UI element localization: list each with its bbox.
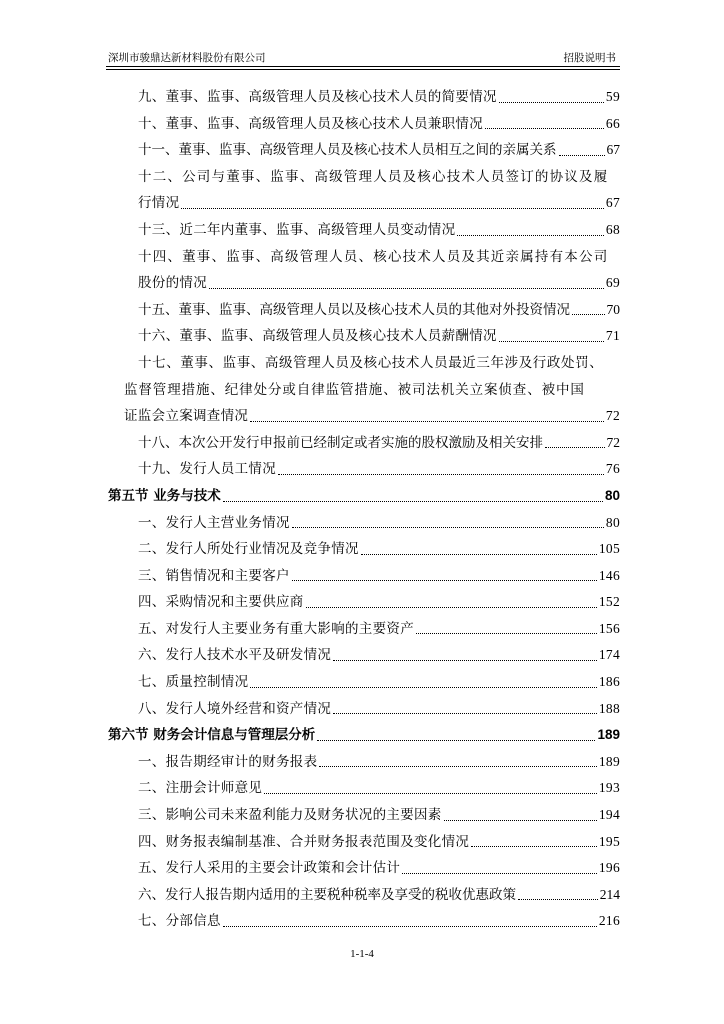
toc-entry-title: 七、质量控制情况 bbox=[138, 674, 249, 691]
toc-leader-dots bbox=[250, 421, 604, 422]
toc-page-number: 80 bbox=[605, 514, 620, 530]
toc-entry-title: 十五、董事、监事、高级管理人员以及核心技术人员的其他对外投资情况 bbox=[138, 301, 570, 318]
toc-leader-dots bbox=[402, 873, 597, 874]
toc-entry[interactable] bbox=[106, 855, 620, 882]
toc-entry-title-line: 十四、董事、监事、高级管理人员、核心技术人员及其近亲属持有本公司 bbox=[138, 248, 609, 265]
toc-page-number: 70 bbox=[606, 301, 620, 317]
toc-entry[interactable] bbox=[106, 882, 620, 909]
toc-entry[interactable] bbox=[106, 642, 620, 669]
toc-page-number: 71 bbox=[605, 328, 620, 344]
toc-entry-title: 十、董事、监事、高级管理人员及核心技术人员兼职情况 bbox=[138, 115, 483, 132]
toc-chapter-title: 第五节 业务与技术 bbox=[108, 487, 221, 504]
toc-entry[interactable] bbox=[106, 749, 620, 776]
toc-page-number: 196 bbox=[598, 860, 620, 876]
toc-entry-title: 三、销售情况和主要客户 bbox=[138, 567, 290, 584]
toc-entry[interactable] bbox=[106, 190, 620, 217]
toc-entry[interactable] bbox=[106, 297, 620, 324]
toc-leader-dots bbox=[250, 687, 596, 688]
toc-leader-dots bbox=[444, 820, 597, 821]
toc-leader-dots bbox=[264, 793, 597, 794]
toc-leader-dots bbox=[485, 128, 604, 129]
toc-entry[interactable] bbox=[106, 323, 620, 350]
toc-leader-dots bbox=[457, 235, 603, 236]
toc-leader-dots bbox=[223, 926, 597, 927]
toc-entry[interactable] bbox=[106, 137, 620, 164]
toc-page-number: 174 bbox=[598, 647, 620, 663]
toc-entry[interactable] bbox=[106, 616, 620, 643]
toc-leader-dots bbox=[559, 155, 605, 156]
toc-leader-dots bbox=[416, 633, 597, 634]
toc-page-number: 214 bbox=[599, 886, 620, 902]
toc-page-number: 105 bbox=[598, 541, 620, 557]
toc-entry[interactable] bbox=[106, 84, 620, 111]
header-company-name: 深圳市骏鼎达新材料股份有限公司 bbox=[108, 52, 266, 64]
toc-entry-title: 五、发行人采用的主要会计政策和会计估计 bbox=[138, 860, 401, 877]
toc-chapter-entry[interactable] bbox=[106, 483, 620, 510]
toc-page-number: 72 bbox=[605, 408, 620, 424]
toc-entry[interactable] bbox=[106, 456, 620, 483]
toc-entry[interactable] bbox=[106, 829, 620, 856]
toc-entry[interactable] bbox=[106, 111, 620, 138]
toc-page-number: 76 bbox=[605, 461, 620, 477]
page-footer-number: 1-1-4 bbox=[350, 948, 374, 960]
toc-entry-title: 证监会立案调查情况 bbox=[124, 408, 249, 425]
toc-page-number: 69 bbox=[605, 275, 620, 291]
toc-leader-dots bbox=[181, 208, 603, 209]
toc-entry[interactable] bbox=[106, 908, 620, 935]
toc-leader-dots bbox=[471, 846, 597, 847]
toc-chapter-entry[interactable] bbox=[106, 722, 620, 749]
toc-leader-dots bbox=[499, 102, 604, 103]
toc-entry-title: 十一、董事、监事、高级管理人员及核心技术人员相互之间的亲属关系 bbox=[138, 142, 557, 159]
toc-page-number: 156 bbox=[598, 620, 620, 636]
toc-page-number: 68 bbox=[605, 221, 620, 237]
toc-page-number: 186 bbox=[598, 674, 620, 690]
toc-page-number: 66 bbox=[605, 115, 620, 131]
header-document-type: 招股说明书 bbox=[563, 52, 616, 64]
toc-page-number: 188 bbox=[598, 700, 620, 716]
toc-page-number: 194 bbox=[598, 807, 620, 823]
toc-page-number: 189 bbox=[598, 753, 620, 769]
toc-entry-title-line: 十七、董事、监事、高级管理人员及核心技术人员最近三年涉及行政处罚、 bbox=[138, 354, 604, 371]
toc-entry-title: 二、发行人所处行业情况及竞争情况 bbox=[138, 541, 359, 558]
toc-entry-title: 九、董事、监事、高级管理人员及核心技术人员的简要情况 bbox=[138, 89, 497, 105]
toc-entry-title: 二、注册会计师意见 bbox=[138, 780, 263, 797]
toc-leader-dots bbox=[292, 580, 597, 581]
toc-leader-dots bbox=[361, 554, 597, 555]
toc-entry-title: 五、对发行人主要业务有重大影响的主要资产 bbox=[138, 620, 414, 637]
toc-leader-dots bbox=[223, 501, 603, 502]
toc-leader-dots bbox=[317, 740, 595, 741]
toc-entry-title: 十三、近二年内董事、监事、高级管理人员变动情况 bbox=[138, 221, 456, 238]
toc-entry[interactable] bbox=[106, 217, 620, 244]
table-of-contents bbox=[106, 84, 620, 935]
toc-entry-title: 十八、本次公开发行申报前已经制定或者实施的股权激励及相关安排 bbox=[138, 434, 543, 451]
toc-entry[interactable] bbox=[106, 536, 620, 563]
toc-chapter-title: 第六节 财务会计信息与管理层分析 bbox=[108, 727, 316, 744]
toc-page-number: 67 bbox=[605, 195, 620, 211]
toc-entry-title: 四、采购情况和主要供应商 bbox=[138, 594, 304, 611]
toc-entry[interactable] bbox=[106, 696, 620, 723]
toc-entry-title: 行情况 bbox=[138, 195, 180, 212]
toc-leader-dots bbox=[278, 474, 604, 475]
toc-entry-title: 一、发行人主营业务情况 bbox=[138, 514, 290, 531]
header-rule-thin bbox=[106, 69, 620, 70]
toc-entry[interactable] bbox=[106, 589, 620, 616]
toc-leader-dots bbox=[209, 288, 604, 289]
toc-entry[interactable] bbox=[106, 510, 620, 537]
toc-leader-dots bbox=[333, 713, 597, 714]
page-header bbox=[106, 46, 620, 66]
toc-entry[interactable] bbox=[106, 775, 620, 802]
toc-page-number: 216 bbox=[598, 913, 620, 929]
toc-entry-title-line: 监督管理措施、纪律处分或自律监管措施、被司法机关立案侦查、被中国 bbox=[124, 381, 585, 398]
toc-page-number: 146 bbox=[598, 567, 620, 583]
toc-leader-dots bbox=[499, 341, 604, 342]
header-rule-thick bbox=[106, 66, 620, 67]
toc-entry-title: 六、发行人技术水平及研发情况 bbox=[138, 647, 332, 664]
toc-leader-dots bbox=[572, 314, 605, 315]
toc-entry-title: 股份的情况 bbox=[138, 275, 207, 292]
toc-entry-title: 七、分部信息 bbox=[138, 913, 221, 930]
toc-page-number: 80 bbox=[604, 487, 620, 503]
toc-leader-dots bbox=[333, 660, 597, 661]
toc-leader-dots bbox=[518, 899, 598, 900]
toc-entry-title: 八、发行人境外经营和资产情况 bbox=[138, 700, 332, 717]
toc-page-number: 193 bbox=[598, 780, 620, 796]
toc-leader-dots bbox=[319, 766, 596, 767]
toc-leader-dots bbox=[292, 527, 604, 528]
toc-page-number: 152 bbox=[598, 594, 620, 610]
toc-leader-dots bbox=[306, 607, 597, 608]
toc-entry-title: 一、报告期经审计的财务报表 bbox=[138, 753, 318, 770]
toc-page-number: 72 bbox=[606, 434, 620, 450]
toc-page-number: 67 bbox=[606, 142, 620, 158]
toc-page-number: 195 bbox=[598, 833, 620, 849]
toc-entry-title-line: 十二、公司与董事、监事、高级管理人员及核心技术人员签订的协议及履 bbox=[138, 168, 609, 185]
toc-entry-title: 四、财务报表编制基准、合并财务报表范围及变化情况 bbox=[138, 833, 470, 850]
toc-entry-title: 十九、发行人员工情况 bbox=[138, 461, 276, 478]
toc-page-number: 59 bbox=[605, 89, 620, 104]
toc-entry[interactable] bbox=[106, 430, 620, 457]
toc-page-number: 189 bbox=[597, 727, 620, 743]
toc-entry[interactable] bbox=[106, 563, 620, 590]
toc-entry[interactable] bbox=[106, 403, 620, 430]
toc-entry[interactable] bbox=[106, 270, 620, 297]
toc-leader-dots bbox=[545, 447, 605, 448]
toc-entry[interactable] bbox=[106, 669, 620, 696]
toc-entry-title: 三、影响公司未来盈利能力及财务状况的主要因素 bbox=[138, 807, 442, 824]
toc-entry[interactable] bbox=[106, 802, 620, 829]
toc-entry-title: 六、发行人报告期内适用的主要税种税率及享受的税收优惠政策 bbox=[138, 886, 516, 903]
toc-entry-title: 十六、董事、监事、高级管理人员及核心技术人员薪酬情况 bbox=[138, 328, 497, 345]
